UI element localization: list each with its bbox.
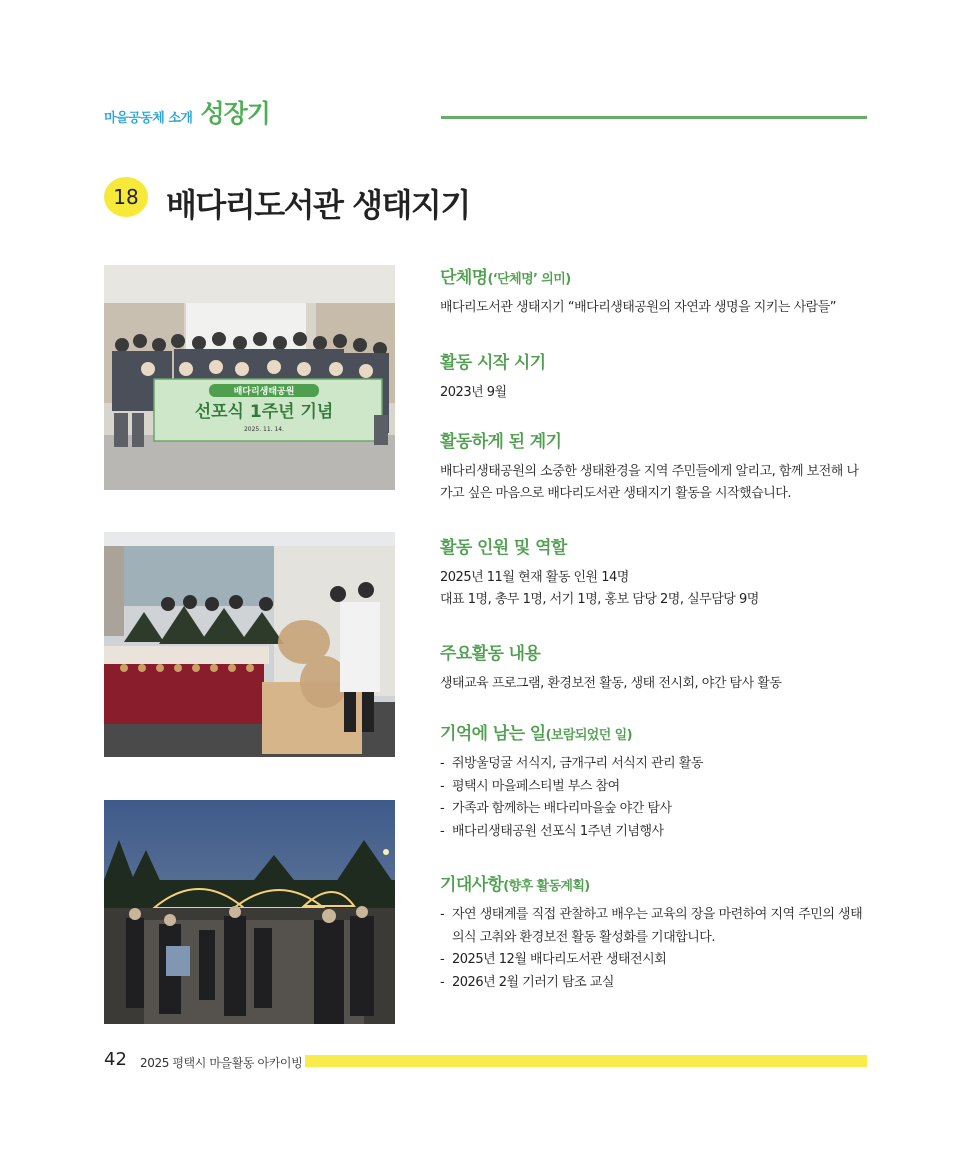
list-item: - 2026년 2월 기러기 탐조 교실 (440, 972, 870, 995)
section-expectations (440, 870, 870, 994)
members-line2: 대표 1명, 총무 1명, 서기 1명, 홍보 담당 2명, 실무담당 9명 (440, 592, 759, 607)
section-heading: 활동 시작 시기 (440, 353, 546, 373)
section-heading (440, 719, 870, 744)
section-body (440, 567, 870, 611)
header-rule (441, 116, 867, 119)
section-heading: 활동 인원 및 역할 (440, 538, 567, 558)
page-number: 42 (104, 1049, 127, 1070)
section-name (440, 263, 870, 319)
heading-sub: (보람되었던 일) (545, 728, 632, 743)
heading-text: 기억에 남는 일 (440, 724, 546, 744)
list-item: - 2025년 12월 배다리도서관 생태전시회 (440, 949, 870, 972)
list-item: - 평택시 마을페스티벌 부스 참여 (440, 776, 870, 799)
section-heading (440, 263, 870, 288)
section-body: 배다리도서관 생태지기 “배다리생태공원의 자연과 생명을 지키는 사람들” (440, 300, 837, 315)
members-line1: 2025년 11월 현재 활동 인원 14명 (440, 570, 629, 585)
group-photo (104, 265, 395, 490)
banner-date: 2025. 11. 14. (243, 426, 285, 433)
section-memories (440, 719, 870, 843)
section-label-small: 마을공동체 소개 (104, 111, 193, 126)
section-body: 생태교육 프로그램, 환경보전 활동, 생태 전시회, 야간 탐사 활동 (440, 676, 782, 691)
heading-text: 기대사항 (440, 875, 504, 895)
list-item: - 가족과 함께하는 배다리마을숲 야간 탐사 (440, 798, 870, 821)
section-heading: 주요활동 내용 (440, 644, 541, 664)
section-activities (440, 639, 870, 695)
list-item: - 자연 생태계를 직접 관찰하고 배우는 교육의 장을 마련하여 지역 주민의 생태의식 고취와 환경보전 활동 활성화를 기대합니다. (440, 904, 870, 949)
section-heading (440, 870, 870, 895)
section-start (440, 348, 870, 404)
section-heading: 활동하게 된 계기 (440, 432, 562, 452)
entry-number-badge: 18 (104, 177, 148, 217)
footer-bar (305, 1055, 867, 1067)
list-item: - 쥐방울덩굴 서식지, 금개구리 서식지 관리 활동 (440, 753, 870, 776)
section-body: 배다리생태공원의 소중한 생태환경을 지역 주민들에게 알리고, 함께 보전해 나가고 싶은 마음으로 배다리도서관 생태지기 활동을 시작했습니다. (440, 464, 859, 501)
list-item: - 배다리생태공원 선포식 1주년 기념행사 (440, 821, 870, 844)
expectations-list (440, 904, 870, 994)
memories-list (440, 753, 870, 843)
publication-title: 2025 평택시 마을활동 아카이빙 (140, 1056, 303, 1070)
section-motive (440, 427, 870, 505)
section-members (440, 533, 870, 611)
section-body: 2023년 9월 (440, 385, 507, 400)
heading-sub: (‘단체명’ 의미) (487, 272, 571, 287)
heading-sub: (향후 활동계획) (503, 879, 590, 894)
banner-line1: 배다리생태공원 (233, 387, 295, 397)
heading-text: 단체명 (440, 268, 488, 288)
night-tour-photo (104, 800, 395, 1024)
page-title: 배다리도서관 생태지기 (166, 186, 470, 224)
section-header (104, 94, 270, 130)
exhibition-photo (104, 532, 395, 757)
banner-line2: 선포식 1주년 기념 (194, 402, 334, 422)
section-label-big: 성장기 (200, 99, 270, 128)
